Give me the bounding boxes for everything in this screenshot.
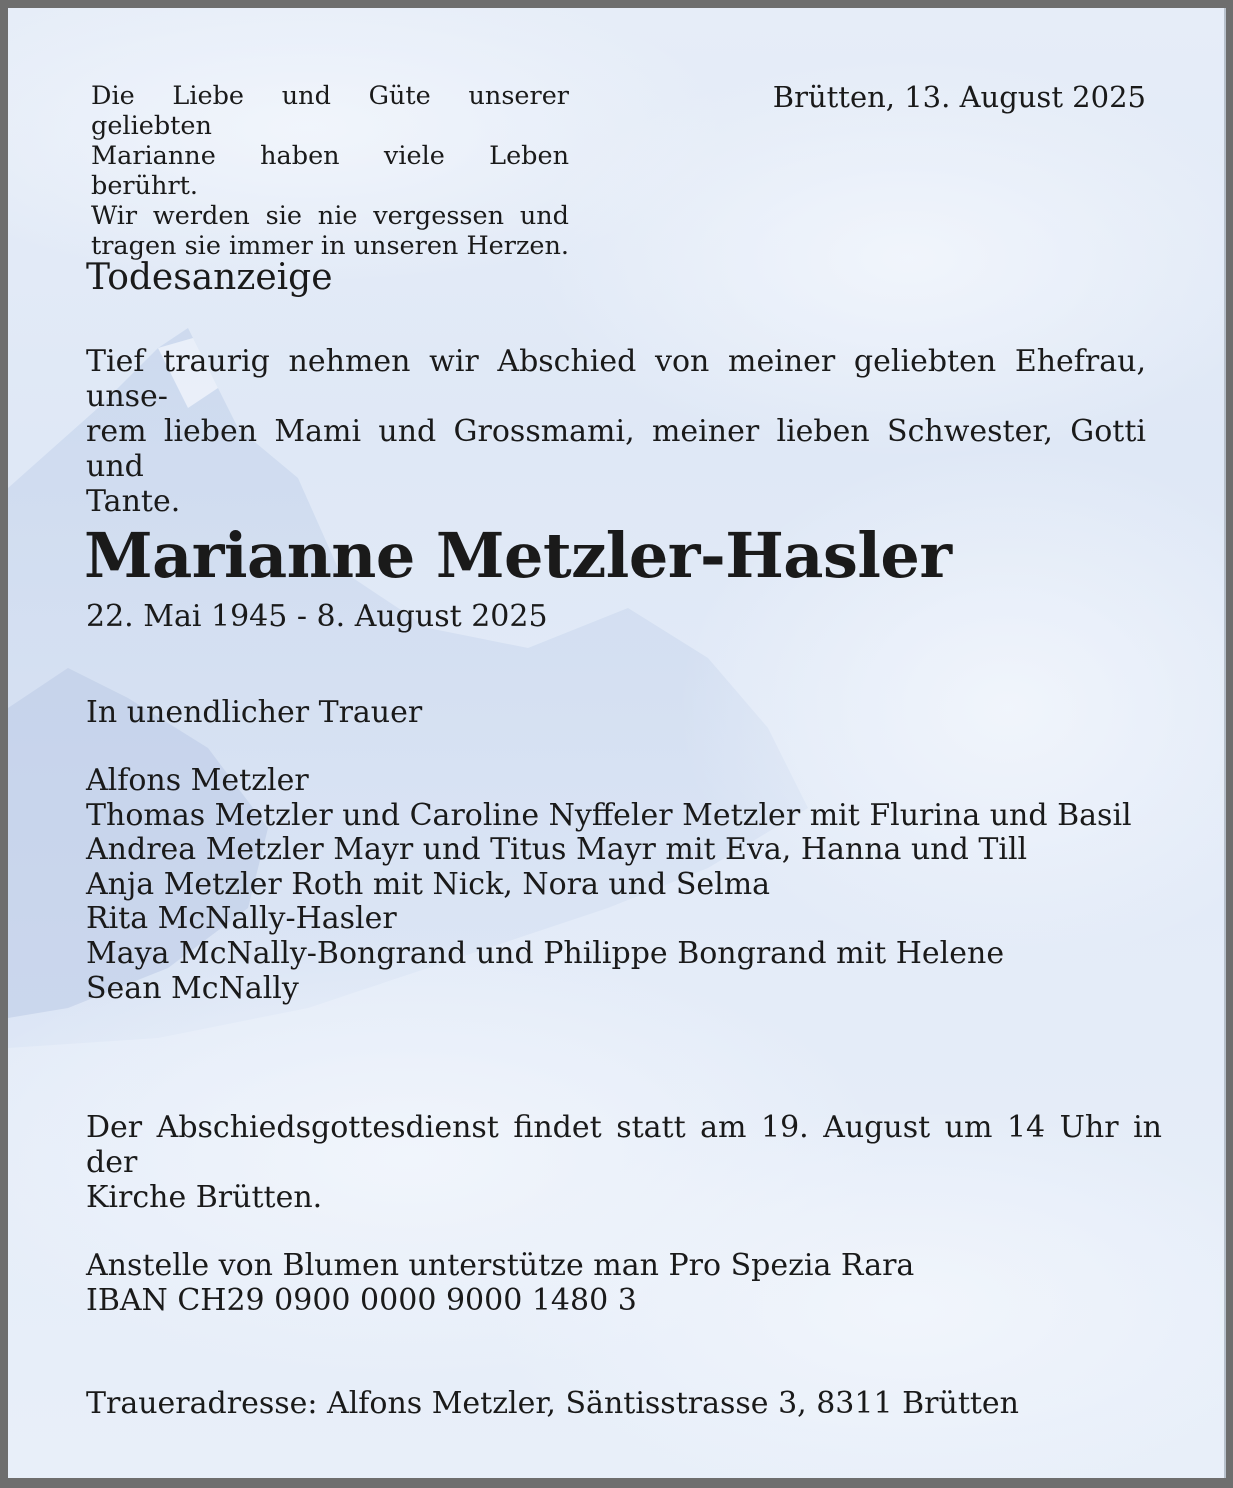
list-item: Maya McNally-Bongrand und Philippe Bongrand mit Helene (86, 935, 1005, 971)
list-item: Rita McNally-Hasler (86, 901, 397, 937)
intro-line: rem lieben Mami und Grossmami, meiner lieben Schwester, Gotti und (86, 414, 1146, 484)
intro-line: Tante. (86, 484, 181, 519)
place-and-date: Brütten, 13. August 2025 (772, 80, 1146, 114)
list-item: Anja Metzler Roth mit Nick, Nora und Selma (86, 866, 771, 902)
deceased-name: Marianne Metzler-Hasler (84, 519, 952, 592)
memorial-quote (91, 81, 569, 261)
donation-iban: IBAN CH29 0900 0000 9000 1480 3 (86, 1283, 637, 1318)
intro-paragraph (86, 344, 1146, 519)
donation-text: Anstelle von Blumen unterstütze man Pro Spezia Rara (86, 1248, 915, 1283)
quote-line: tragen sie immer in unseren Herzen. (91, 231, 570, 261)
quote-line: Die Liebe und Güte unserer geliebten (91, 81, 569, 141)
quote-line: Marianne haben viele Leben berührt. (91, 141, 569, 201)
list-item: Andrea Metzler Mayr und Titus Mayr mit Eva, Hanna und Till (86, 832, 1028, 868)
quote-line: Wir werden sie nie vergessen und (91, 201, 569, 231)
life-dates: 22. Mai 1945 - 8. August 2025 (86, 599, 548, 634)
service-notice (86, 1110, 1162, 1215)
mourning-line: In unendlicher Trauer (86, 695, 423, 730)
mourning-address: Traueradresse: Alfons Metzler, Säntisstrasse 3, 8311 Brütten (86, 1386, 1020, 1421)
list-item: Sean McNally (86, 970, 299, 1006)
page-title: Todesanzeige (86, 257, 333, 298)
mourners-list (86, 764, 1132, 1006)
service-line: Der Abschiedsgottesdienst findet statt am 19. August um 14 Uhr in der (86, 1110, 1162, 1180)
list-item: Thomas Metzler und Caroline Nyffeler Metzler mit Flurina und Basil (86, 797, 1132, 833)
list-item: Alfons Metzler (86, 763, 309, 798)
service-line: Kirche Brütten. (86, 1180, 323, 1215)
obituary-page (8, 8, 1226, 1478)
donation-notice (86, 1248, 914, 1318)
intro-line: Tief traurig nehmen wir Abschied von meiner geliebten Ehefrau, unse- (86, 344, 1146, 414)
